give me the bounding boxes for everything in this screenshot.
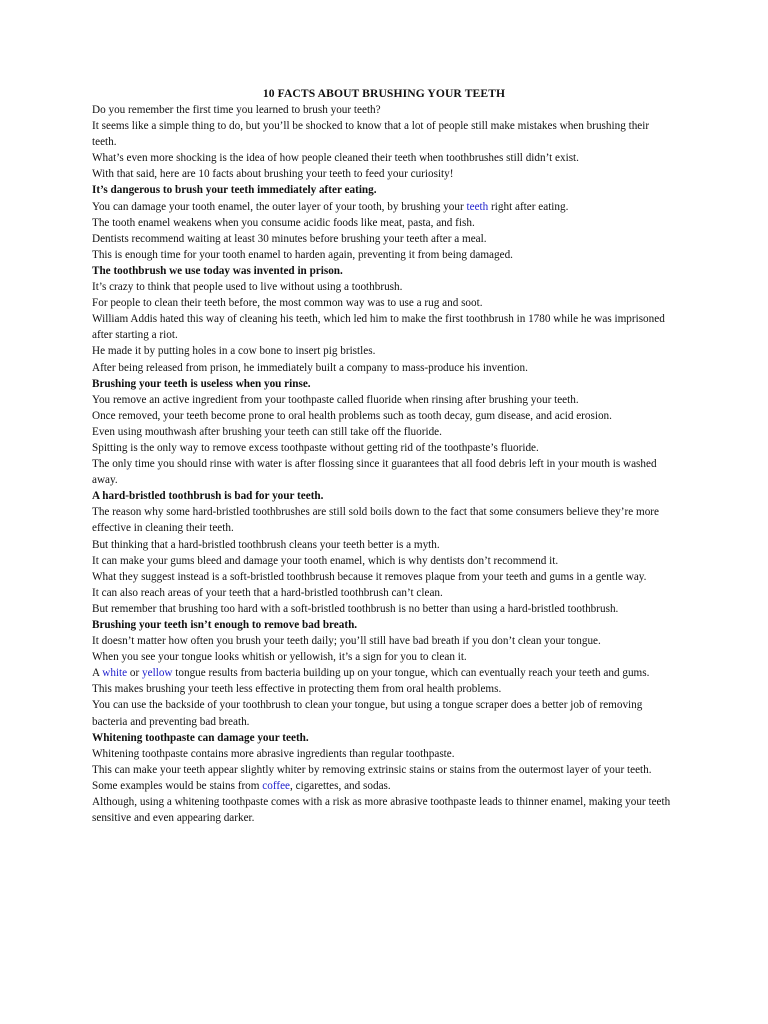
fact-5-line-1: It doesn’t matter how often you brush your teeth daily; you’ll still have bad breath if you don’t clean your tongue. — [92, 635, 601, 648]
fact-2-heading: The toothbrush we use today was invented in prison. — [92, 264, 343, 277]
fact-3-line-4: Spitting is the only way to remove excess toothpaste without getting rid of the toothpaste’s fluoride. — [92, 441, 539, 454]
intro-line-3: What’s even more shocking is the idea of how people cleaned their teeth when toothbrushes still didn’t exist. — [92, 152, 579, 165]
fact-6-heading: Whitening toothpaste can damage your teeth. — [92, 731, 309, 744]
fact-5-line-3-a: A — [92, 667, 103, 680]
fact-5-line-2: When you see your tongue looks whitish or yellowish, it’s a sign for you to clean it. — [92, 651, 467, 664]
fact-1-line-4: This is enough time for your tooth enamel to harden again, preventing it from being damaged. — [92, 248, 513, 261]
fact-2-line-5: After being released from prison, he immediately built a company to mass-produce his invention. — [92, 361, 528, 374]
fact-1-line-1-post: right after eating. — [488, 200, 569, 213]
fact-4-line-6: But remember that brushing too hard with a soft-bristled toothbrush is no better than using a hard-bristled toothbrush. — [92, 602, 619, 615]
fact-2-line-1: It’s crazy to think that people used to live without using a toothbrush. — [92, 281, 403, 294]
fact-5-line-3-c: tongue results from bacteria building up on your tongue, which can eventually reach your teeth and gums. — [172, 667, 650, 680]
fact-5-line-3-b: or — [127, 667, 143, 680]
fact-6-line-3 — [92, 778, 676, 794]
fact-6-line-2: This can make your teeth appear slightly whiter by removing extrinsic stains or stains from the outermost layer of your teeth. — [92, 763, 652, 776]
fact-4-line-3: It can make your gums bleed and damage your tooth enamel, which is why dentists don’t recommend it. — [92, 554, 559, 567]
fact-2-line-3: William Addis hated this way of cleaning his teeth, which led him to make the first toothbrush in 1780 while he was imprisoned after starting a riot. — [92, 313, 665, 342]
fact-5-line-5: You can use the backside of your toothbrush to clean your tongue, but using a tongue scraper does a better job of removing bacteria and preventing bad breath. — [92, 699, 643, 728]
fact-1-line-1-pre: You can damage your tooth enamel, the outer layer of your tooth, by brushing your — [92, 200, 467, 213]
intro-line-4: With that said, here are 10 facts about brushing your teeth to feed your curiosity! — [92, 168, 454, 181]
intro-line-2: It seems like a simple thing to do, but you’ll be shocked to know that a lot of people still make mistakes when brushing their teeth. — [92, 120, 650, 149]
fact-3-line-3: Even using mouthwash after brushing your teeth can still take off the fluoride. — [92, 425, 442, 438]
fact-4-line-5: It can also reach areas of your teeth that a hard-bristled toothbrush can’t clean. — [92, 586, 443, 599]
fact-1-line-1 — [92, 199, 676, 215]
fact-5-line-3 — [92, 665, 676, 681]
fact-1-line-2: The tooth enamel weakens when you consume acidic foods like meat, pasta, and fish. — [92, 216, 475, 229]
fact-5-line-4: This makes brushing your teeth less effective in protecting them from oral health problems. — [92, 683, 502, 696]
fact-4-heading: A hard-bristled toothbrush is bad for your teeth. — [92, 490, 324, 503]
fact-1-line-3: Dentists recommend waiting at least 30 minutes before brushing your teeth after a meal. — [92, 232, 487, 245]
document-page — [92, 86, 676, 826]
teeth-link[interactable]: teeth — [466, 200, 489, 213]
coffee-link[interactable]: coffee — [262, 779, 291, 792]
fact-1-heading: It’s dangerous to brush your teeth immediately after eating. — [92, 184, 377, 197]
fact-3-line-5: The only time you should rinse with water is after flossing since it guarantees that all food debris left in your mouth is washed away. — [92, 458, 657, 487]
fact-6-line-4: Although, using a whitening toothpaste comes with a risk as more abrasive toothpaste leads to thinner enamel, making your teeth sensitive and even appearing darker. — [92, 796, 671, 825]
fact-4-line-2: But thinking that a hard-bristled toothbrush cleans your teeth better is a myth. — [92, 538, 440, 551]
fact-6-line-3-b: , cigarettes, and sodas. — [290, 779, 391, 792]
fact-6-line-3-a: Some examples would be stains from — [92, 779, 263, 792]
fact-4-line-4: What they suggest instead is a soft-bristled toothbrush because it removes plaque from your teeth and gums in a gentle way. — [92, 570, 647, 583]
fact-5-heading: Brushing your teeth isn’t enough to remove bad breath. — [92, 619, 358, 631]
intro-line-1: Do you remember the first time you learned to brush your teeth? — [92, 104, 381, 116]
fact-6-line-1: Whitening toothpaste contains more abrasive ingredients than regular toothpaste. — [92, 747, 455, 760]
fact-2-line-4: He made it by putting holes in a cow bone to insert pig bristles. — [92, 345, 376, 358]
white-link[interactable]: white — [102, 667, 128, 680]
fact-3-line-1: You remove an active ingredient from your toothpaste called fluoride when rinsing after brushing your teeth. — [92, 393, 579, 406]
fact-2-line-2: For people to clean their teeth before, the most common way was to use a rug and soot. — [92, 297, 483, 310]
fact-4-line-1: The reason why some hard-bristled toothbrushes are still sold boils down to the fact that some consumers believe they’re more effective in cleaning their teeth. — [92, 506, 660, 535]
fact-3-heading: Brushing your teeth is useless when you rinse. — [92, 377, 311, 390]
document-title: 10 FACTS ABOUT BRUSHING YOUR TEETH — [262, 87, 506, 100]
yellow-link[interactable]: yellow — [142, 667, 173, 680]
fact-3-line-2: Once removed, your teeth become prone to oral health problems such as tooth decay, gum disease, and acid erosion. — [92, 409, 612, 422]
